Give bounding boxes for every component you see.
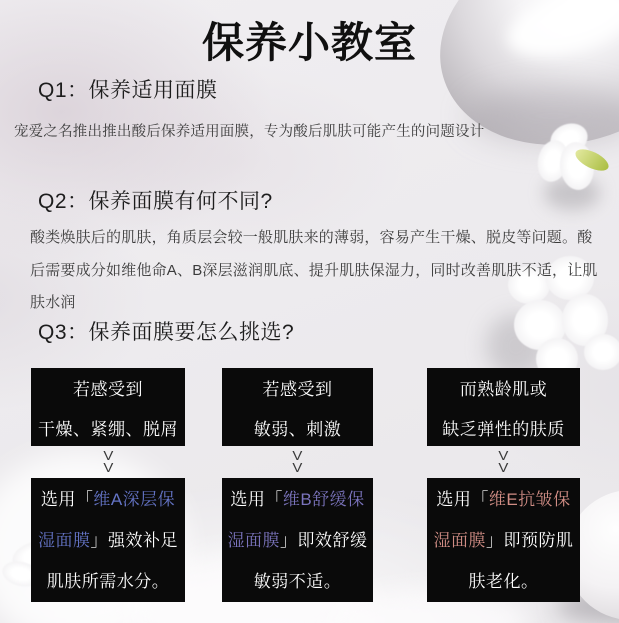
white-flower-top-right [538,124,616,216]
condition-line: 若感受到 [73,379,143,399]
chevron-glyph: V [292,448,303,463]
product-name: 维E抗皱保湿面膜 [433,489,571,550]
chevron-glyph: V [292,460,303,475]
advice-suffix: 」即效舒缓敏弱不适。 [253,530,368,591]
product-name: 维B舒缓保湿面膜 [227,489,365,550]
advice-box [427,478,580,602]
advice-text [430,479,577,602]
product-name: 维A深层保湿面膜 [38,489,176,550]
advice-text [225,479,370,602]
down-chevrons-icon [222,446,373,478]
down-chevrons-icon [31,446,185,478]
chevron-glyph: V [498,460,509,475]
question-1-heading: Q1：保养适用面膜 [38,79,218,102]
advice-prefix: 选用「 [230,489,283,509]
advice-prefix: 选用「 [40,489,94,509]
condition-line: 若感受到 [262,379,333,399]
condition-box [31,368,185,446]
condition-line: 缺乏弹性的肤质 [442,419,565,439]
condition-line: 敏弱、刺激 [253,419,342,439]
chevron-glyph: V [498,448,509,463]
guide-column-vitamin-b [222,368,373,602]
advice-suffix: 」即预防肌肤老化。 [468,530,574,591]
down-chevrons-icon [427,446,580,478]
condition-box [222,368,373,446]
advice-prefix: 选用「 [436,489,489,509]
guide-column-vitamin-a [31,368,185,602]
advice-suffix: 」强效补足肌肤所需水分。 [46,530,178,591]
chevron-glyph: V [103,460,113,475]
guide-column-vitamin-e [427,368,580,602]
question-1-body: 宠爱之名推出推出酸后保养适用面膜，专为酸后肌肤可能产生的问题设计 [14,124,485,140]
page-title: 保养小教室 [201,19,417,66]
advice-text [34,479,182,602]
condition-line: 而熟龄肌或 [459,379,548,399]
condition-line: 干燥、紧绷、脱屑 [38,419,178,439]
flower-petal [584,334,619,370]
question-2-heading: Q2：保养面膜有何不同? [38,190,273,213]
chevron-glyph: V [103,448,113,463]
question-3-heading: Q3：保养面膜要怎么挑选? [38,321,295,344]
advice-box [31,478,185,602]
question-2-body: 酸类焕肤后的肌肤，角质层会较一般肌肤来的薄弱，容易产生干燥、脱皮等问题。酸后需要成分如维他命A、B深层滋润肌底、提升肌肤保湿力，同时改善肌肤不适，让肌肤水润 [30,229,598,311]
advice-box [222,478,373,602]
condition-box [427,368,580,446]
